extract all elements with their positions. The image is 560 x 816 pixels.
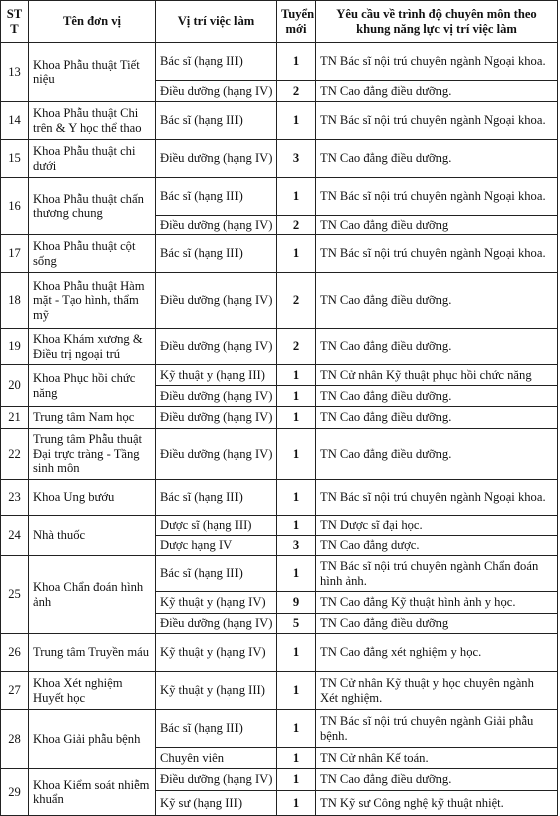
job-position: Chuyên viên xyxy=(156,748,277,769)
header-unit: Tên đơn vị xyxy=(29,1,156,43)
job-position: Kỹ thuật y (hạng III) xyxy=(156,365,277,386)
job-position: Bác sĩ (hạng III) xyxy=(156,43,277,81)
job-new-count: 1 xyxy=(277,480,316,516)
job-requirement: TN Cử nhân Kế toán. xyxy=(316,748,558,769)
table-row xyxy=(1,516,558,536)
job-requirement: TN Cao đẳng điều dưỡng. xyxy=(316,329,558,365)
job-new-count: 1 xyxy=(277,102,316,140)
job-new-count: 5 xyxy=(277,614,316,634)
row-unit-name: Khoa Khám xương & Điều trị ngoại trú xyxy=(29,329,156,365)
row-stt: 25 xyxy=(1,556,29,634)
row-unit-name: Khoa Kiểm soát nhiễm khuẩn xyxy=(29,769,156,816)
job-new-count: 1 xyxy=(277,634,316,672)
row-stt: 21 xyxy=(1,407,29,429)
job-new-count: 1 xyxy=(277,429,316,480)
row-unit-name: Khoa Giải phẫu bệnh xyxy=(29,710,156,769)
row-stt: 22 xyxy=(1,429,29,480)
table-row xyxy=(1,235,558,273)
job-new-count: 1 xyxy=(277,407,316,429)
row-stt: 14 xyxy=(1,102,29,140)
row-stt: 24 xyxy=(1,516,29,556)
job-position: Điều dưỡng (hạng IV) xyxy=(156,614,277,634)
job-position: Bác sĩ (hạng III) xyxy=(156,178,277,216)
header-requirement: Yêu cầu về trình độ chuyên môn theo khung năng lực vị trí việc làm xyxy=(316,1,558,43)
row-unit-name: Khoa Phẫu thuật Tiết niệu xyxy=(29,43,156,102)
table-row xyxy=(1,556,558,592)
row-stt: 20 xyxy=(1,365,29,407)
row-stt: 13 xyxy=(1,43,29,102)
job-requirement: TN Bác sĩ nội trú chuyên ngành Chẩn đoán hình ảnh. xyxy=(316,556,558,592)
table-row xyxy=(1,710,558,748)
job-position: Kỹ thuật y (hạng IV) xyxy=(156,592,277,614)
table-header-row xyxy=(1,1,558,43)
row-stt: 18 xyxy=(1,273,29,329)
job-requirement: TN Bác sĩ nội trú chuyên ngành Ngoại khoa. xyxy=(316,43,558,81)
job-new-count: 1 xyxy=(277,365,316,386)
job-requirement: TN Cao đẳng điều dưỡng. xyxy=(316,81,558,102)
job-position: Điều dưỡng (hạng IV) xyxy=(156,429,277,480)
row-stt: 29 xyxy=(1,769,29,816)
job-position: Kỹ thuật y (hạng III) xyxy=(156,672,277,710)
job-position: Bác sĩ (hạng III) xyxy=(156,235,277,273)
job-new-count: 1 xyxy=(277,516,316,536)
table-row xyxy=(1,634,558,672)
job-position: Bác sĩ (hạng III) xyxy=(156,480,277,516)
job-requirement: TN Kỹ sư Công nghệ kỹ thuật nhiệt. xyxy=(316,791,558,816)
table-row xyxy=(1,480,558,516)
table-row xyxy=(1,140,558,178)
row-stt: 23 xyxy=(1,480,29,516)
job-new-count: 1 xyxy=(277,672,316,710)
job-requirement: TN Bác sĩ nội trú chuyên ngành Ngoại khoa. xyxy=(316,178,558,216)
row-unit-name: Khoa Ung bướu xyxy=(29,480,156,516)
job-new-count: 2 xyxy=(277,216,316,235)
job-new-count: 3 xyxy=(277,536,316,556)
row-unit-name: Khoa Phẫu thuật chấn thương chung xyxy=(29,178,156,235)
job-requirement: TN Cao đẳng xét nghiệm y học. xyxy=(316,634,558,672)
row-stt: 27 xyxy=(1,672,29,710)
job-new-count: 1 xyxy=(277,556,316,592)
job-requirement: TN Bác sĩ nội trú chuyên ngành Giải phẫu bệnh. xyxy=(316,710,558,748)
job-position: Điều dưỡng (hạng IV) xyxy=(156,81,277,102)
row-unit-name: Trung tâm Nam học xyxy=(29,407,156,429)
row-unit-name: Khoa Phẫu thuật cột sống xyxy=(29,235,156,273)
row-unit-name: Khoa Xét nghiệm Huyết học xyxy=(29,672,156,710)
table-row xyxy=(1,329,558,365)
job-new-count: 3 xyxy=(277,140,316,178)
job-new-count: 1 xyxy=(277,386,316,407)
job-position: Bác sĩ (hạng III) xyxy=(156,102,277,140)
row-stt: 19 xyxy=(1,329,29,365)
job-requirement: TN Cao đẳng điều dưỡng. xyxy=(316,273,558,329)
job-new-count: 2 xyxy=(277,273,316,329)
row-stt: 16 xyxy=(1,178,29,235)
table-row xyxy=(1,178,558,216)
job-requirement: TN Cao đẳng điều dưỡng xyxy=(316,216,558,235)
row-unit-name: Trung tâm Truyền máu xyxy=(29,634,156,672)
job-position: Điều dưỡng (hạng IV) xyxy=(156,216,277,235)
job-position: Điều dưỡng (hạng IV) xyxy=(156,140,277,178)
row-unit-name: Khoa Phẫu thuật Hàm mặt - Tạo hình, thẩm mỹ xyxy=(29,273,156,329)
row-unit-name: Khoa Phục hồi chức năng xyxy=(29,365,156,407)
row-unit-name: Khoa Phẫu thuật Chi trên & Y học thể thao xyxy=(29,102,156,140)
job-position: Điều dưỡng (hạng IV) xyxy=(156,386,277,407)
header-stt: ST T xyxy=(1,1,29,43)
job-new-count: 2 xyxy=(277,81,316,102)
row-unit-name: Trung tâm Phẫu thuật Đại trực tràng - Tầng sinh môn xyxy=(29,429,156,480)
job-new-count: 1 xyxy=(277,710,316,748)
job-new-count: 1 xyxy=(277,748,316,769)
job-new-count: 1 xyxy=(277,235,316,273)
job-requirement: TN Cao đẳng điều dưỡng. xyxy=(316,140,558,178)
table-row xyxy=(1,769,558,791)
table-row xyxy=(1,102,558,140)
job-requirement: TN Bác sĩ nội trú chuyên ngành Ngoại khoa. xyxy=(316,480,558,516)
job-new-count: 1 xyxy=(277,769,316,791)
job-requirement: TN Cao đẳng điều dưỡng. xyxy=(316,407,558,429)
row-stt: 17 xyxy=(1,235,29,273)
job-new-count: 2 xyxy=(277,329,316,365)
job-requirement: TN Cao đẳng điều dưỡng xyxy=(316,614,558,634)
job-requirement: TN Bác sĩ nội trú chuyên ngành Ngoại khoa. xyxy=(316,235,558,273)
row-stt: 26 xyxy=(1,634,29,672)
table-row xyxy=(1,43,558,81)
job-requirement: TN Cao đẳng điều dưỡng. xyxy=(316,429,558,480)
row-stt: 28 xyxy=(1,710,29,769)
header-position: Vị trí việc làm xyxy=(156,1,277,43)
job-position: Bác sĩ (hạng III) xyxy=(156,556,277,592)
job-position: Điều dưỡng (hạng IV) xyxy=(156,273,277,329)
job-new-count: 1 xyxy=(277,178,316,216)
job-position: Bác sĩ (hạng III) xyxy=(156,710,277,748)
table-row xyxy=(1,429,558,480)
job-requirement: TN Cao đẳng Kỹ thuật hình ảnh y học. xyxy=(316,592,558,614)
job-position: Dược sĩ (hạng III) xyxy=(156,516,277,536)
job-requirement: TN Cao đẳng dược. xyxy=(316,536,558,556)
job-position: Điều dưỡng (hạng IV) xyxy=(156,769,277,791)
row-unit-name: Nhà thuốc xyxy=(29,516,156,556)
job-new-count: 9 xyxy=(277,592,316,614)
job-position: Điều dưỡng (hạng IV) xyxy=(156,407,277,429)
header-new: Tuyển mới xyxy=(277,1,316,43)
job-requirement: TN Cao đẳng điều dưỡng. xyxy=(316,386,558,407)
row-unit-name: Khoa Chẩn đoán hình ảnh xyxy=(29,556,156,634)
table-row xyxy=(1,365,558,386)
job-position: Điều dưỡng (hạng IV) xyxy=(156,329,277,365)
job-new-count: 1 xyxy=(277,791,316,816)
job-requirement: TN Bác sĩ nội trú chuyên ngành Ngoại khoa. xyxy=(316,102,558,140)
row-stt: 15 xyxy=(1,140,29,178)
table-row xyxy=(1,672,558,710)
job-requirement: TN Cử nhân Kỹ thuật y học chuyên ngành Xét nghiệm. xyxy=(316,672,558,710)
job-position: Dược hạng IV xyxy=(156,536,277,556)
job-requirement: TN Cao đẳng điều dưỡng. xyxy=(316,769,558,791)
job-requirement: TN Cử nhân Kỹ thuật phục hồi chức năng xyxy=(316,365,558,386)
table-body xyxy=(1,43,558,816)
job-new-count: 1 xyxy=(277,43,316,81)
job-position: Kỹ sư (hạng III) xyxy=(156,791,277,816)
table-row xyxy=(1,273,558,329)
job-requirement: TN Dược sĩ đại học. xyxy=(316,516,558,536)
row-unit-name: Khoa Phẫu thuật chi dưới xyxy=(29,140,156,178)
job-position: Kỹ thuật y (hạng IV) xyxy=(156,634,277,672)
table-row xyxy=(1,407,558,429)
